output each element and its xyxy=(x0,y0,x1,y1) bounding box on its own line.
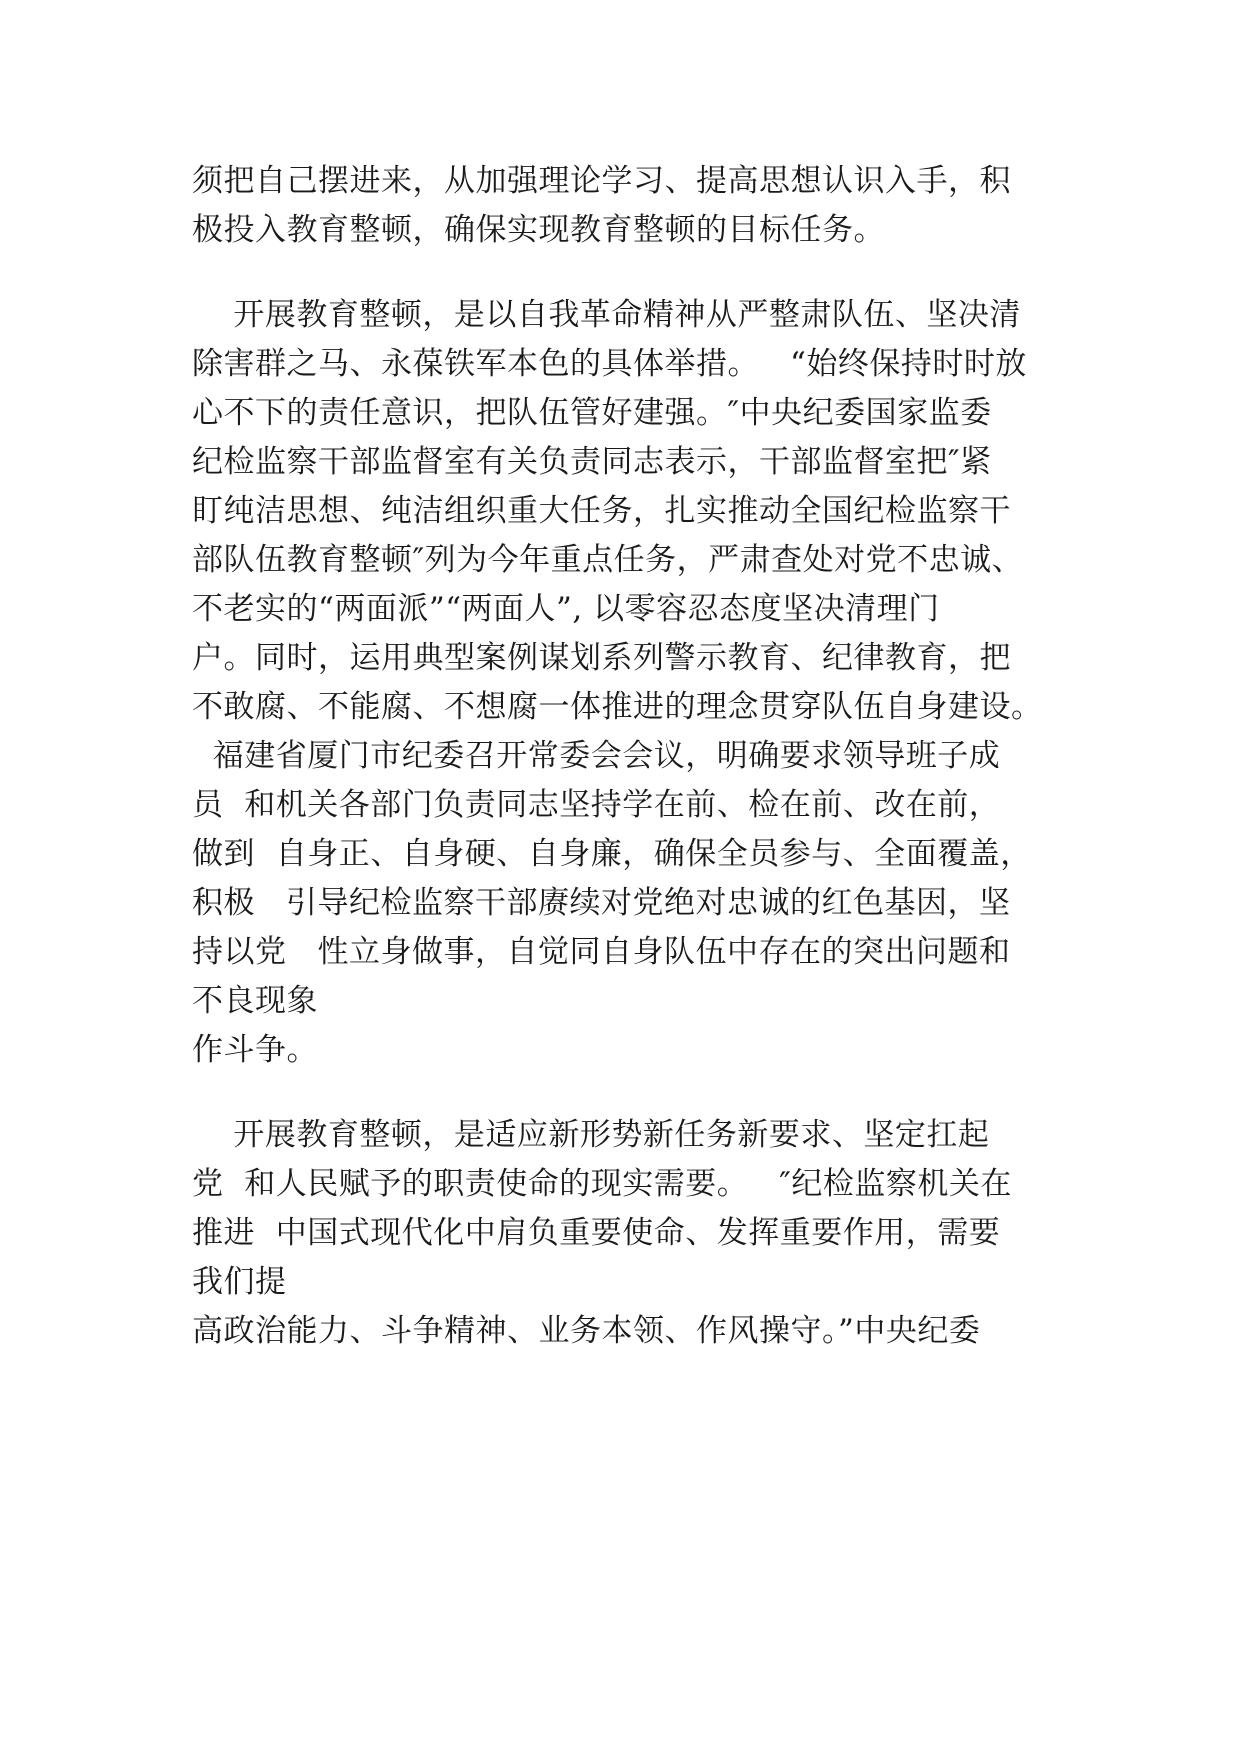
text-line: 不老实的“两面派”“两面人”, 以零容忍态度坚决清理门 xyxy=(192,591,940,627)
text-line: 党 和人民赋予的职责使命的现实需要。 ″纪检监察机关在 xyxy=(192,1166,1012,1202)
text-line: 持以党 性立身做事，自觉同自身队伍中存在的突出问题和 xyxy=(192,934,1011,970)
text-line: 积极 引导纪检监察干部赓续对党绝对忠诚的红色基因，坚 xyxy=(192,885,1011,921)
text-line: 高政治能力、斗争精神、业务本领、作风操守。”中央纪委 xyxy=(192,1313,981,1349)
text-line: 除害群之马、永葆铁军本色的具体举措。 “始终保持时时放 xyxy=(192,346,1027,382)
paragraph-1 xyxy=(192,157,1092,255)
text-line: 纪检监察干部监督室有关负责同志表示，干部监督室把″紧 xyxy=(192,444,992,480)
text-line: 盯纯洁思想、纯洁组织重大任务，扎实推动全国纪检监察干 xyxy=(192,493,1011,529)
document-body xyxy=(192,157,1092,1356)
text-line: 户。同时，运用典型案例谋划系列警示教育、纪律教育，把 xyxy=(192,640,1011,676)
text-line: 心不下的责任意识，把队伍管好建强。″中央纪委国家监委 xyxy=(192,395,992,431)
text-line: 我们提 xyxy=(192,1264,287,1300)
text-line: 开展教育整顿，是适应新形势新任务新要求、坚定扛起 xyxy=(192,1117,990,1153)
text-line: 须把自己摆进来，从加强理论学习、提高思想认识入手，积 xyxy=(192,163,1011,199)
text-line: 不良现象 xyxy=(192,983,318,1019)
text-line: 部队伍教育整顿″列为今年重点任务，严肃查处对党不忠诚、 xyxy=(192,542,1024,578)
text-line: 开展教育整顿，是以自我革命精神从严整肃队伍、坚决清 xyxy=(192,297,1021,333)
text-line: 员 和机关各部门负责同志坚持学在前、检在前、改在前， xyxy=(192,787,1001,823)
text-line: 推进 中国式现代化中肩负重要使命、发挥重要作用，需要 xyxy=(192,1215,1001,1251)
paragraph-2 xyxy=(192,291,1092,1075)
text-line: 做到 自身正、自身硬、自身廉，确保全员参与、全面覆盖， xyxy=(192,836,1032,872)
text-line: 极投入教育整顿，确保实现教育整顿的目标任务。 xyxy=(192,212,885,248)
text-line: 福建省厦门市纪委召开常委会会议，明确要求领导班子成 xyxy=(192,738,1001,774)
text-line: 作斗争。 xyxy=(192,1032,318,1068)
text-line: 不敢腐、不能腐、不想腐一体推进的理念贯穿队伍自身建设。 xyxy=(192,689,1043,725)
paragraph-3 xyxy=(192,1111,1092,1356)
